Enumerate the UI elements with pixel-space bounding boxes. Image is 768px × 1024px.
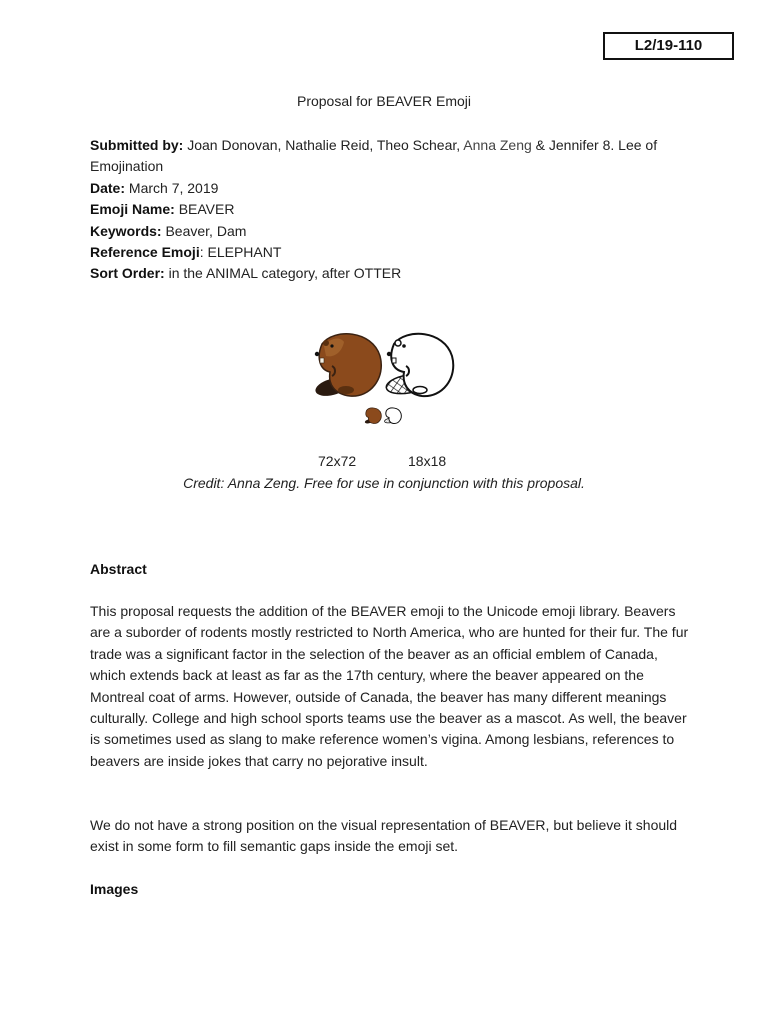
beaver-emoji-figure	[312, 326, 458, 432]
emoji-name-label: Emoji Name:	[90, 201, 175, 218]
submitted-by-label: Submitted by:	[90, 137, 184, 153]
emoji-name-row	[90, 199, 680, 220]
abstract-heading: Abstract	[90, 561, 147, 577]
beaver-color-icon	[314, 334, 382, 399]
date-row	[90, 178, 680, 199]
abstract-paragraph-2: We do not have a strong position on the visual representation of BEAVER, but believe it should exist in some form to fill semantic gaps inside the emoji set.	[90, 817, 678, 855]
beaver-outline-icon-small	[384, 408, 401, 424]
submitted-by-row	[90, 135, 680, 178]
metadata-block	[90, 135, 680, 285]
submitted-by-value-name: Anna Zeng	[463, 137, 532, 153]
sort-order-row	[90, 263, 680, 284]
sort-order-label: Sort Order:	[90, 265, 165, 282]
size-label-small: 18x18	[408, 453, 447, 469]
size-label-large: 72x72	[318, 453, 357, 469]
abstract-paragraph-1: This proposal requests the addition of the BEAVER emoji to the Unicode emoji library. Beavers are a suborder of rodents mostly restricted to North America, who are hunted for their fur. The fur trade was a significant factor in the selection of the beaver as an official emblem of Canada, which extends back at least as far as the 17th century, where the beaver appeared on the Montreal coat of arms. However, outside of Canada, the beaver has many different meanings culturally. College and high school sports teams use the beaver as a mascot. As well, the beaver is sometimes used as slang to make reference women’s vigina. Among lesbians, references to beavers are inside jokes that carry no pejorative insult.	[90, 603, 689, 769]
date-value: March 7, 2019	[128, 179, 219, 196]
reference-emoji-value: : ELEPHANT	[199, 244, 282, 261]
submitted-by-value-b: & Jennifer 8. Lee of Emojination	[90, 137, 658, 175]
beaver-color-icon-small	[364, 408, 381, 424]
emoji-name-value: BEAVER	[178, 201, 235, 218]
reference-emoji-row	[90, 242, 680, 263]
figure-credit: Credit: Anna Zeng. Free for use in conjunction with this proposal.	[183, 475, 585, 491]
reference-emoji-label: Reference Emoji	[90, 244, 200, 261]
keywords-value: Beaver, Dam	[165, 222, 247, 239]
size-labels	[318, 453, 446, 469]
keywords-row	[90, 221, 680, 242]
images-heading: Images	[90, 881, 139, 897]
keywords-label: Keywords:	[90, 222, 162, 239]
document-number: L2/19-110	[603, 32, 734, 60]
submitted-by-value-a: Joan Donovan, Nathalie Reid, Theo Schear,	[187, 137, 461, 153]
page-title: Proposal for BEAVER Emoji	[296, 93, 472, 109]
sort-order-value: in the ANIMAL category, after OTTER	[168, 265, 402, 282]
date-label: Date:	[90, 179, 126, 196]
beaver-outline-icon	[385, 334, 454, 397]
